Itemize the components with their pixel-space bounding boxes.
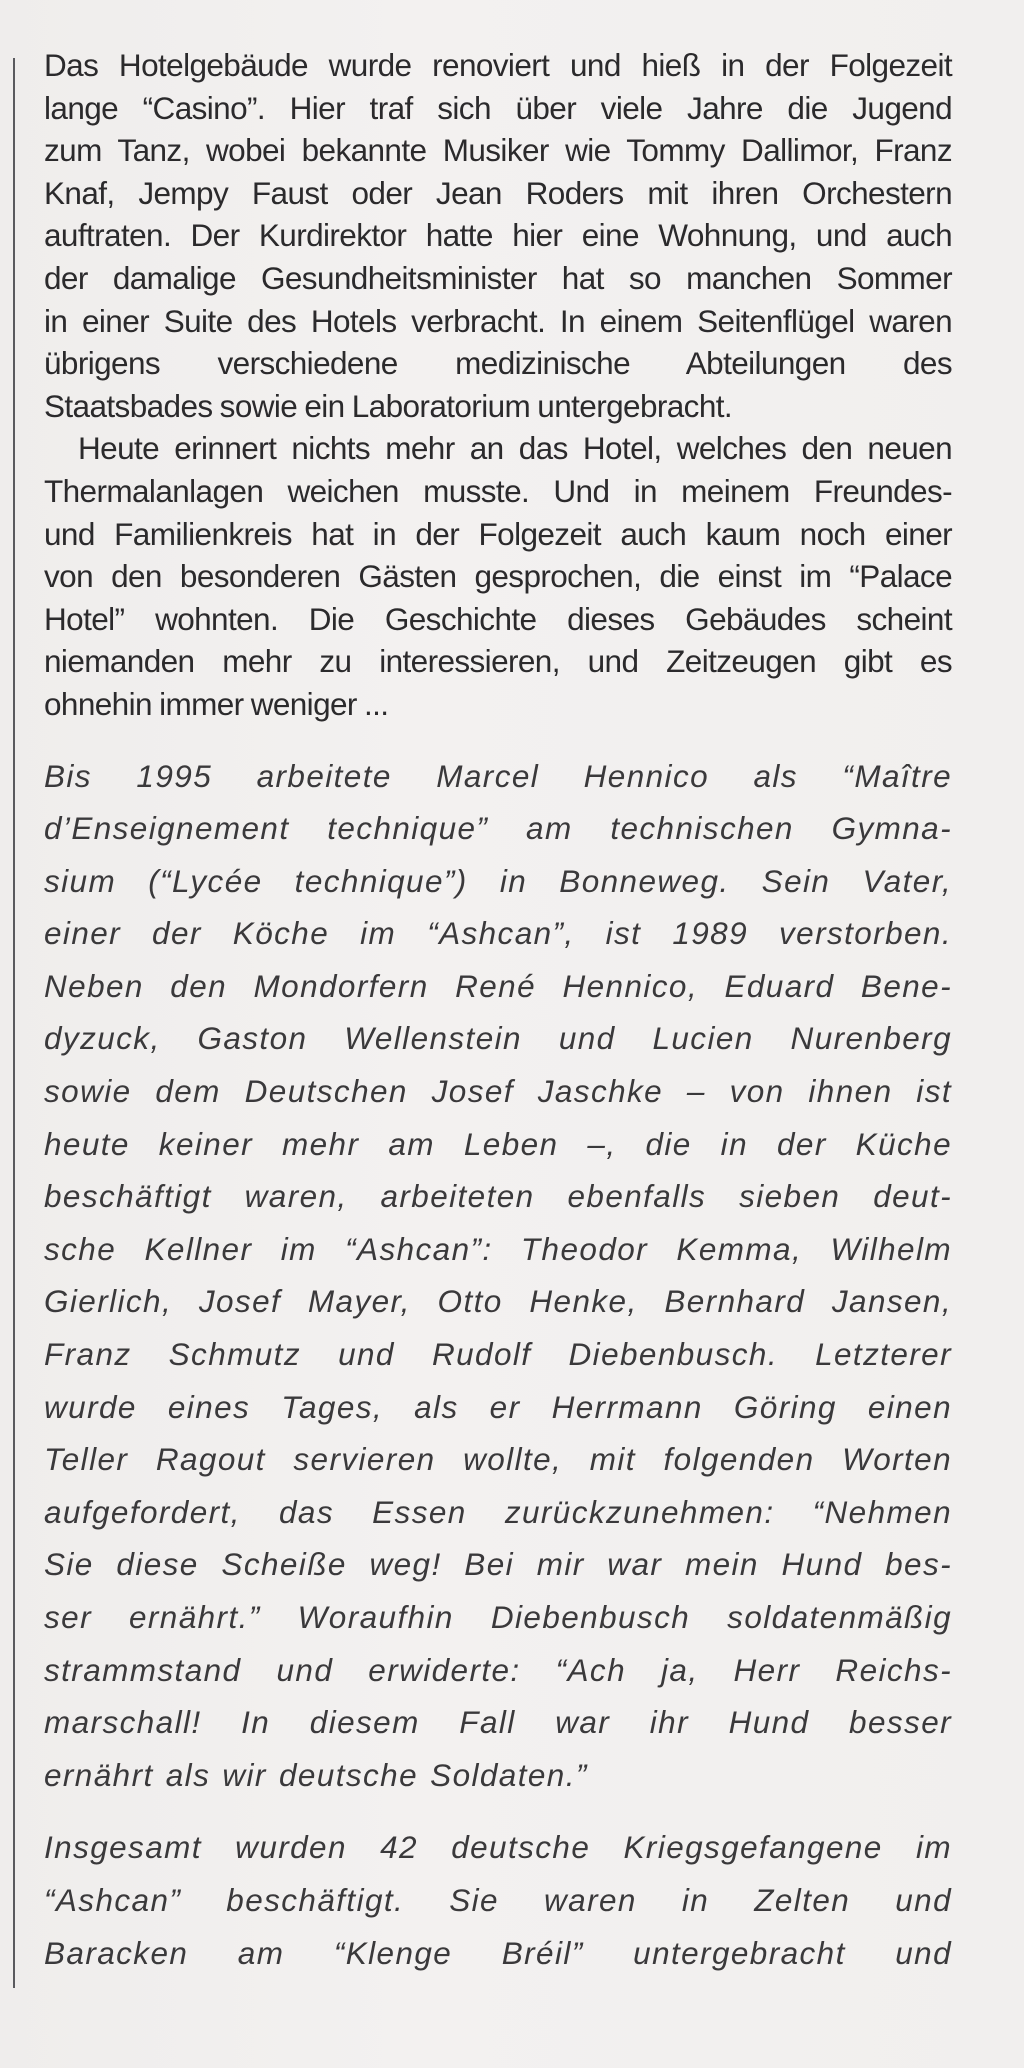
text-line: Bis 1995 arbeitete Marcel Hennico als “Maître: [44, 757, 952, 794]
text-line: aufgefordert, das Essen zurückzunehmen: “Nehmen: [44, 1493, 952, 1530]
text-line: lange “Casino”. Hier traf sich über viele Jahre die Jugend: [44, 89, 952, 126]
text-line: Baracken am “Klenge Bréil” untergebracht und: [44, 1934, 952, 1971]
text-line: sium (“Lycée technique”) in Bonneweg. Sein Vater,: [44, 862, 952, 899]
text-line: auftraten. Der Kurdirektor hatte hier eine Wohnung, und auch: [44, 217, 952, 254]
text-line: der damalige Gesundheitsminister hat so manchen Sommer: [44, 259, 952, 296]
text-line: “Ashcan” beschäftigt. Sie waren in Zelten und: [44, 1881, 952, 1918]
text-column: [44, 44, 952, 1979]
margin-rule: [13, 58, 15, 1988]
text-line: Neben den Mondorfern René Hennico, Eduard Bene-: [44, 967, 952, 1004]
text-line: strammstand und erwiderte: “Ach ja, Herr Reichs-: [44, 1651, 952, 1688]
text-line: beschäftigt waren, arbeiteten ebenfalls sieben deut-: [44, 1178, 952, 1215]
text-line: einer der Köche im “Ashcan”, ist 1989 verstorben.: [44, 915, 952, 952]
text-line: Das Hotelgebäude wurde renoviert und hieß in der Folgezeit: [44, 47, 952, 83]
text-line: sche Kellner im “Ashcan”: Theodor Kemma, Wilhelm: [44, 1230, 952, 1267]
text-line: Franz Schmutz und Rudolf Diebenbusch. Letzterer: [44, 1336, 952, 1373]
text-line: zum Tanz, wobei bekannte Musiker wie Tommy Dallimor, Franz: [44, 132, 952, 169]
text-line: wurde eines Tages, als er Herrmann Göring einen: [44, 1388, 952, 1425]
paragraph-today: [44, 427, 952, 725]
text-line: d’Enseignement technique” am technischen Gymna-: [44, 810, 952, 847]
text-line: in einer Suite des Hotels verbracht. In einem Seitenflügel waren: [44, 302, 952, 339]
text-line: dyzuck, Gaston Wellenstein und Lucien Nurenberg: [44, 1020, 952, 1057]
text-line: Gierlich, Josef Mayer, Otto Henke, Bernhard Jansen,: [44, 1283, 952, 1320]
text-line: ernährt als wir deutsche Soldaten.”: [44, 1756, 588, 1793]
text-line: ser ernährt.” Woraufhin Diebenbusch soldatenmäßig: [44, 1599, 952, 1635]
text-line: Hotel” wohnten. Die Geschichte dieses Gebäudes scheint: [44, 600, 952, 637]
text-line: Heute erinnert nichts mehr an das Hotel, welches den neuen: [78, 430, 952, 467]
text-line: Sie diese Scheiße weg! Bei mir war mein Hund bes-: [44, 1546, 952, 1583]
paragraph-casino: [44, 44, 952, 427]
text-line: übrigens verschiedene medizinische Abteilungen des: [44, 345, 952, 382]
text-line: ohnehin immer weniger ...: [44, 685, 389, 722]
text-line: und Familienkreis hat in der Folgezeit auch kaum noch einer: [44, 515, 952, 552]
text-line: Thermalanlagen weichen musste. Und in meinem Freundes-: [44, 472, 952, 509]
text-line: niemanden mehr zu interessieren, und Zeitzeugen gibt es: [44, 643, 952, 680]
text-line: marschall! In diesem Fall war ihr Hund besser: [44, 1704, 952, 1741]
text-line: Staatsbades sowie ein Laboratorium untergebracht.: [44, 387, 733, 424]
text-line: Knaf, Jempy Faust oder Jean Roders mit ihren Orchestern: [44, 174, 952, 211]
text-line: Insgesamt wurden 42 deutsche Kriegsgefangene im: [44, 1829, 952, 1866]
paragraph-prisoners: [44, 1821, 952, 1979]
paragraph-hennico: [44, 750, 952, 1802]
text-line: Teller Ragout servieren wollte, mit folgenden Worten: [44, 1441, 952, 1478]
text-line: heute keiner mehr am Leben –, die in der Küche: [44, 1125, 952, 1162]
text-line: von den besonderen Gästen gesprochen, die einst im “Palace: [44, 558, 952, 595]
text-line: sowie dem Deutschen Josef Jaschke – von ihnen ist: [44, 1073, 952, 1110]
